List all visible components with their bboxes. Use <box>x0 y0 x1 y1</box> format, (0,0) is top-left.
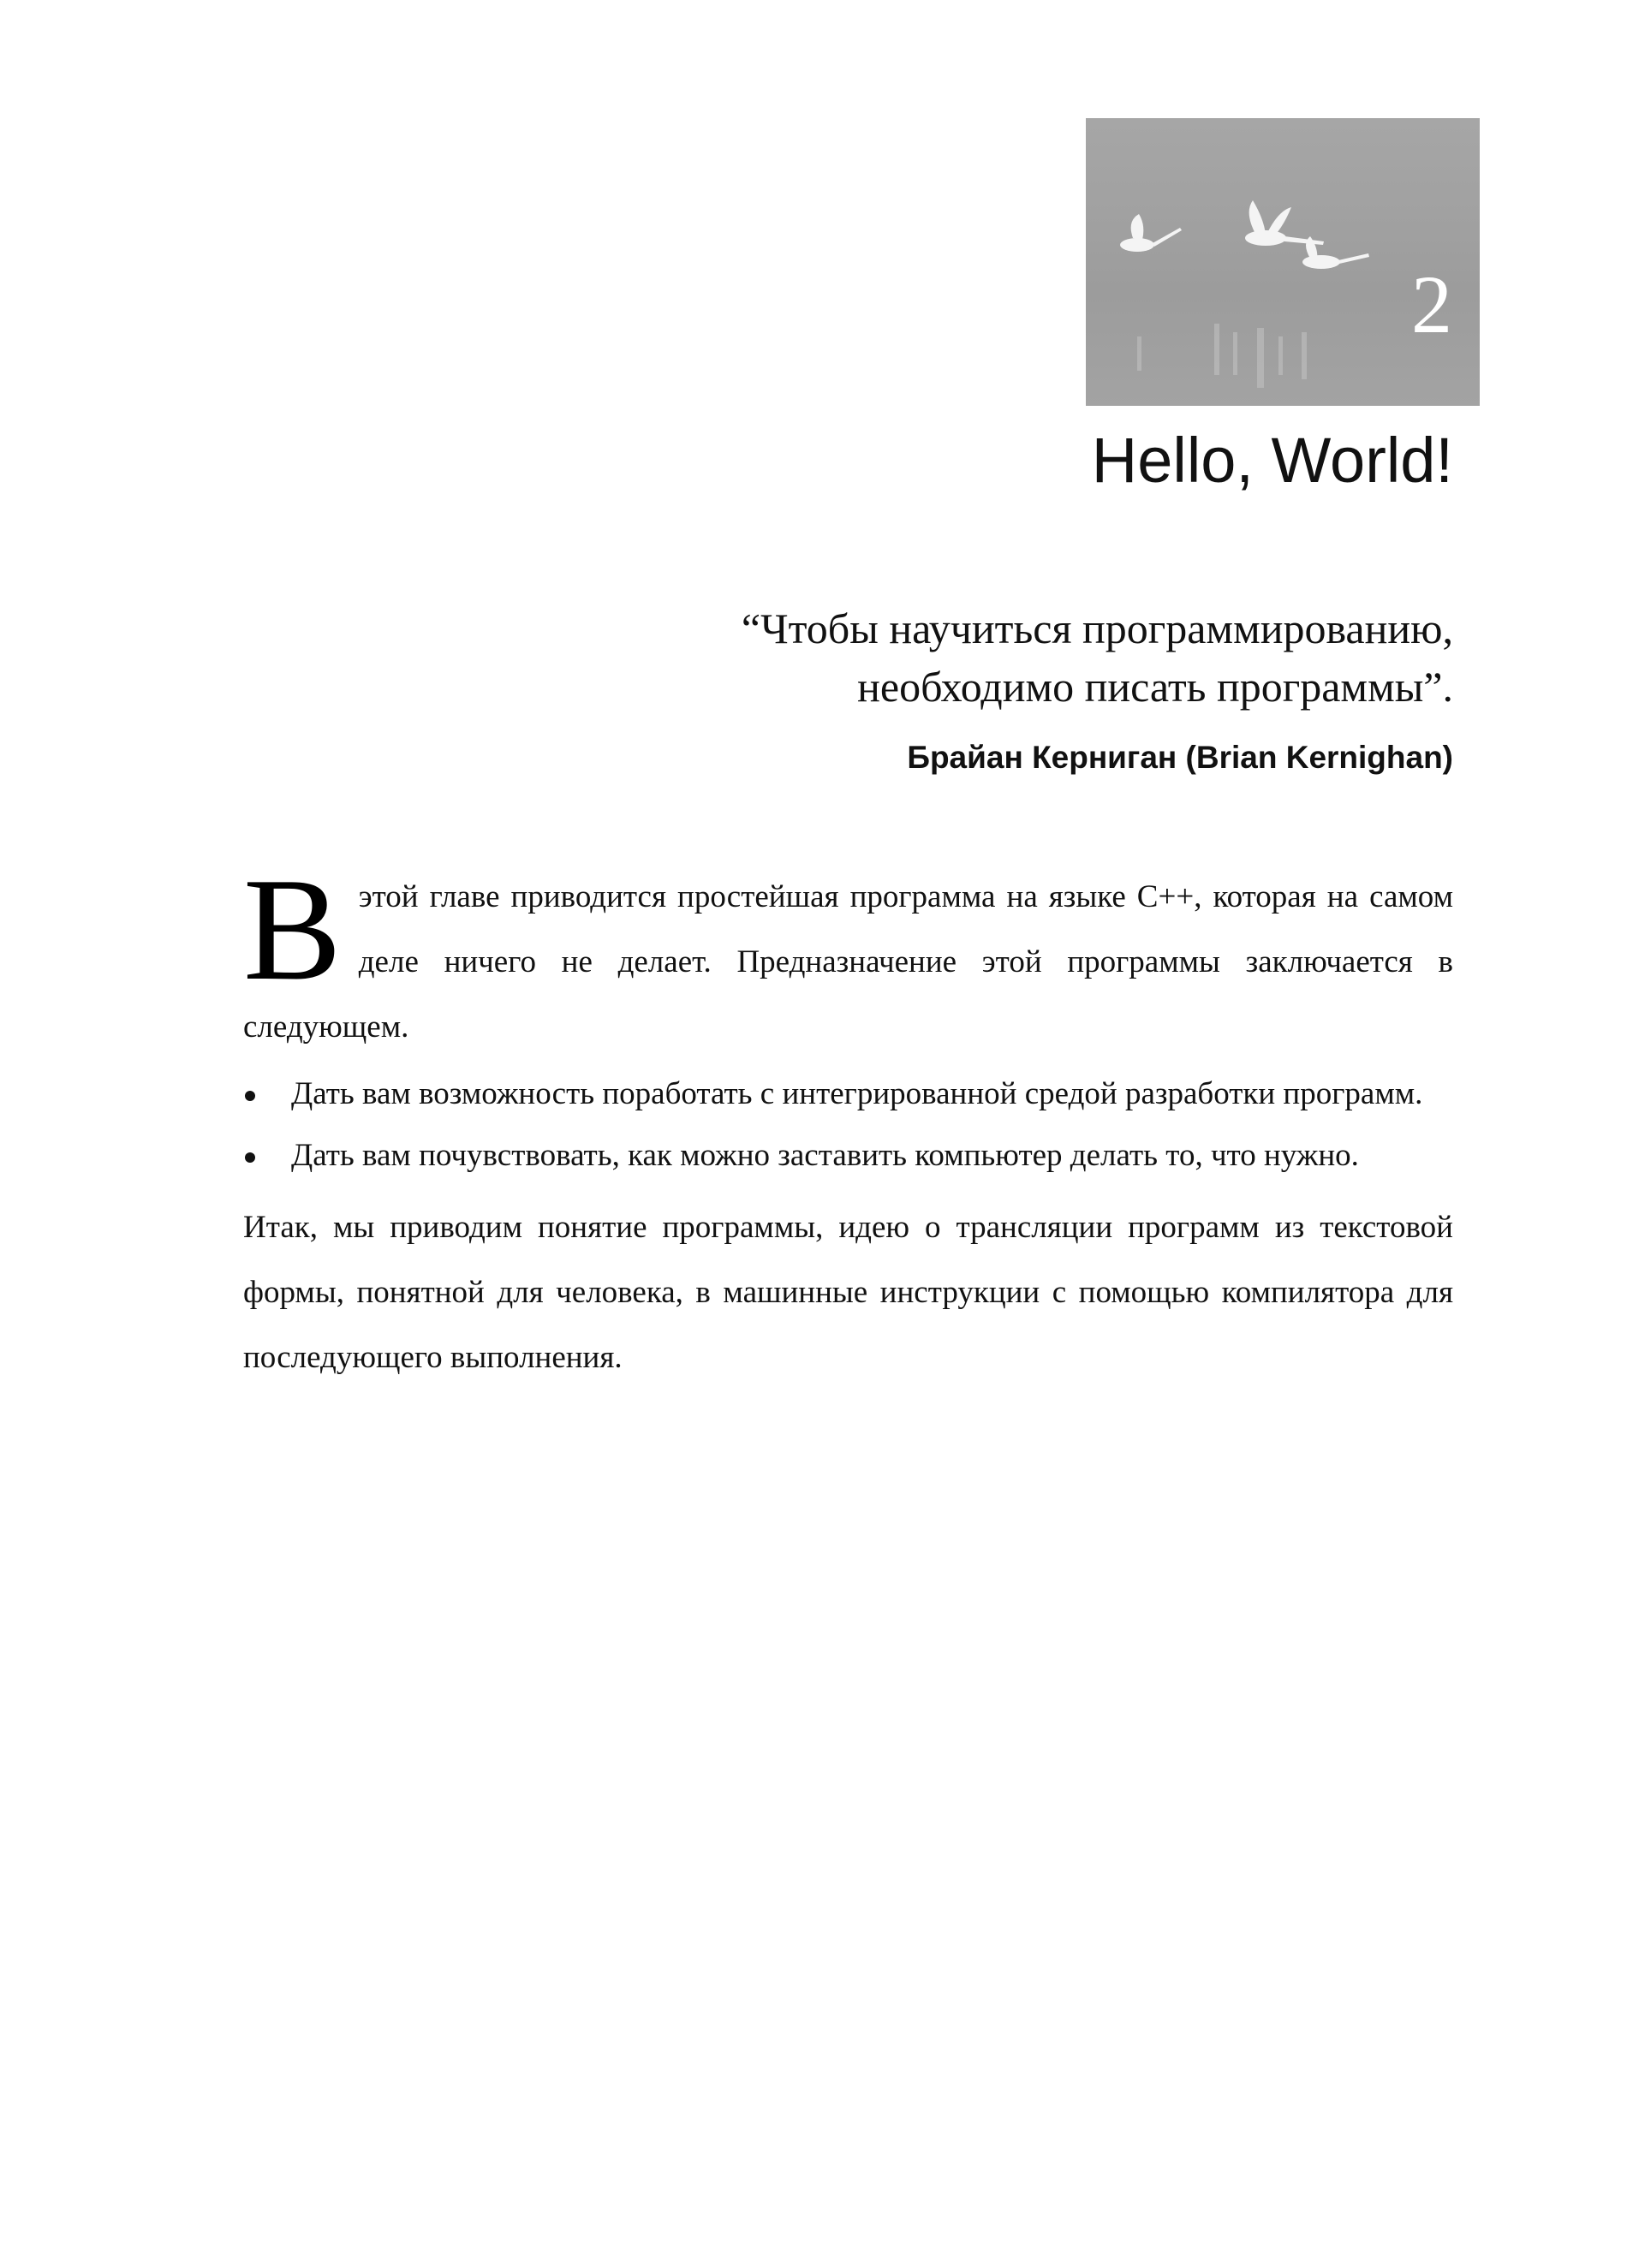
bullet-icon <box>245 1152 255 1163</box>
bullet-list <box>243 1072 1453 1178</box>
drop-cap: В <box>243 848 342 1011</box>
closing-paragraph: Итак, мы приводим понятие программы, идею о трансляции программ из текстовой формы, понятной для человека, в машинные инструкции с помощью компилятора для последующего выполнения. <box>243 1210 1453 1375</box>
epigraph <box>426 599 1453 777</box>
intro-paragraph <box>243 848 1453 1060</box>
chapter-number: 2 <box>1411 259 1452 350</box>
chapter-body <box>243 848 1453 1390</box>
list-item-text: Дать вам возможность поработать с интегрированной средой разработки программ. <box>291 1076 1423 1111</box>
epigraph-author: Брайан Керниган (Brian Kernighan) <box>907 740 1453 775</box>
intro-text: этой главе приводится простейшая программа на языке C++, которая на самом деле ничего не делает. Предназначение этой программы заключается в следующем. <box>243 879 1453 1045</box>
list-item <box>243 1072 1453 1116</box>
list-item-text: Дать вам почувствовать, как можно заставить компьютер делать то, что нужно. <box>291 1138 1359 1173</box>
epigraph-line: необходимо писать программы”. <box>857 663 1453 711</box>
epigraph-line: “Чтобы научиться программированию, <box>741 604 1453 652</box>
chapter-image <box>1086 118 1480 406</box>
bullet-icon <box>245 1091 255 1101</box>
list-item <box>243 1134 1453 1178</box>
chapter-title: Hello, World! <box>1091 425 1453 496</box>
